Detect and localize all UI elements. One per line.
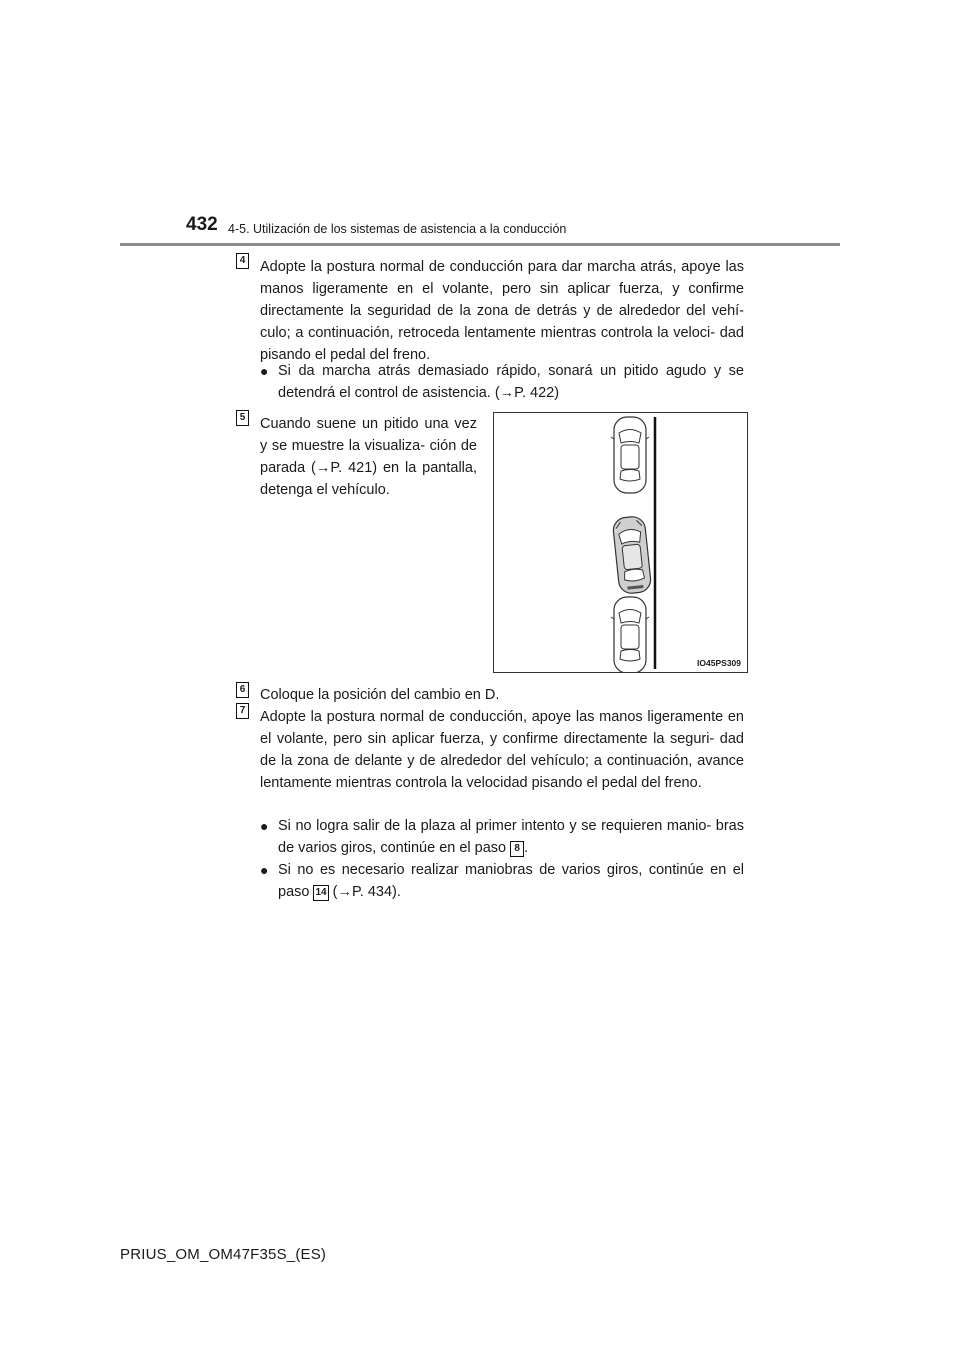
parking-diagram [493, 412, 748, 673]
bullet-text: Si da marcha atrás demasiado rápido, sonará un pitido agudo y se detendrá el control de asistencia. (→P. 422) [278, 363, 744, 401]
bullet-text-before: Si no logra salir de la plaza al primer intento y se requieren manio- bras de varios giros, continúe en el paso [278, 818, 744, 856]
parked-car-icon [611, 417, 649, 493]
step-ref-14[interactable]: 14 [313, 885, 328, 901]
bullet-dot: ● [260, 818, 269, 834]
step-4-bullet [260, 360, 744, 404]
maneuvering-car-icon [612, 516, 652, 595]
bullet-text-after: . [524, 840, 529, 856]
page-number: 432 [186, 214, 218, 235]
bullet-text-before: Si no es necesario realizar maniobras de varios giros, continúe en el paso [278, 862, 744, 900]
bullet-dot: ● [260, 363, 269, 379]
step-6-text: Coloque la posición del cambio en D. [260, 687, 500, 703]
figure-code: IO45PS309 [697, 658, 741, 668]
step-5-text: Cuando suene un pitido una vez y se muestre la visualiza- ción de parada (→P. 421) en la pantalla, detenga el vehículo. [260, 416, 477, 498]
step-badge-6: 6 [236, 682, 249, 698]
step-badge-4: 4 [236, 253, 249, 269]
parked-car-icon [611, 597, 649, 672]
step-7-text: Adopte la postura normal de conducción, apoye las manos ligeramente en el volante, pero sin aplicar fuerza, y confirme directamente la seguri- dad de la zona de delante y de alrededor del vehículo; a continuación, avance lentamente mientras controla la velocidad pisando el pedal del freno. [260, 709, 744, 791]
parking-illustration [494, 413, 747, 672]
bullet-dot: ● [260, 862, 269, 878]
step-badge-7: 7 [236, 703, 249, 719]
footer-doc-code: PRIUS_OM_OM47F35S_(ES) [120, 1246, 327, 1263]
bullet-text [278, 859, 744, 903]
step-7-bullet-2 [260, 859, 744, 903]
step-4-text: Adopte la postura normal de conducción para dar marcha atrás, apoye las manos ligeramente en el volante, pero sin aplicar fuerza, y confirme directamente la seguridad de la zona de detrás y de alrededor del vehí- culo; a continuación, retroceda lentamente mientras controla la veloci- dad pisando el pedal del freno. [260, 259, 744, 363]
step-7-bullet-1 [260, 815, 744, 859]
step-badge-5: 5 [236, 410, 249, 426]
bullet-text [278, 815, 744, 859]
header-rule [120, 243, 840, 246]
step-ref-8[interactable]: 8 [510, 841, 524, 857]
section-title: 4-5. Utilización de los sistemas de asistencia a la conducción [228, 222, 567, 236]
bullet-text-after: (→P. 434). [332, 884, 401, 900]
